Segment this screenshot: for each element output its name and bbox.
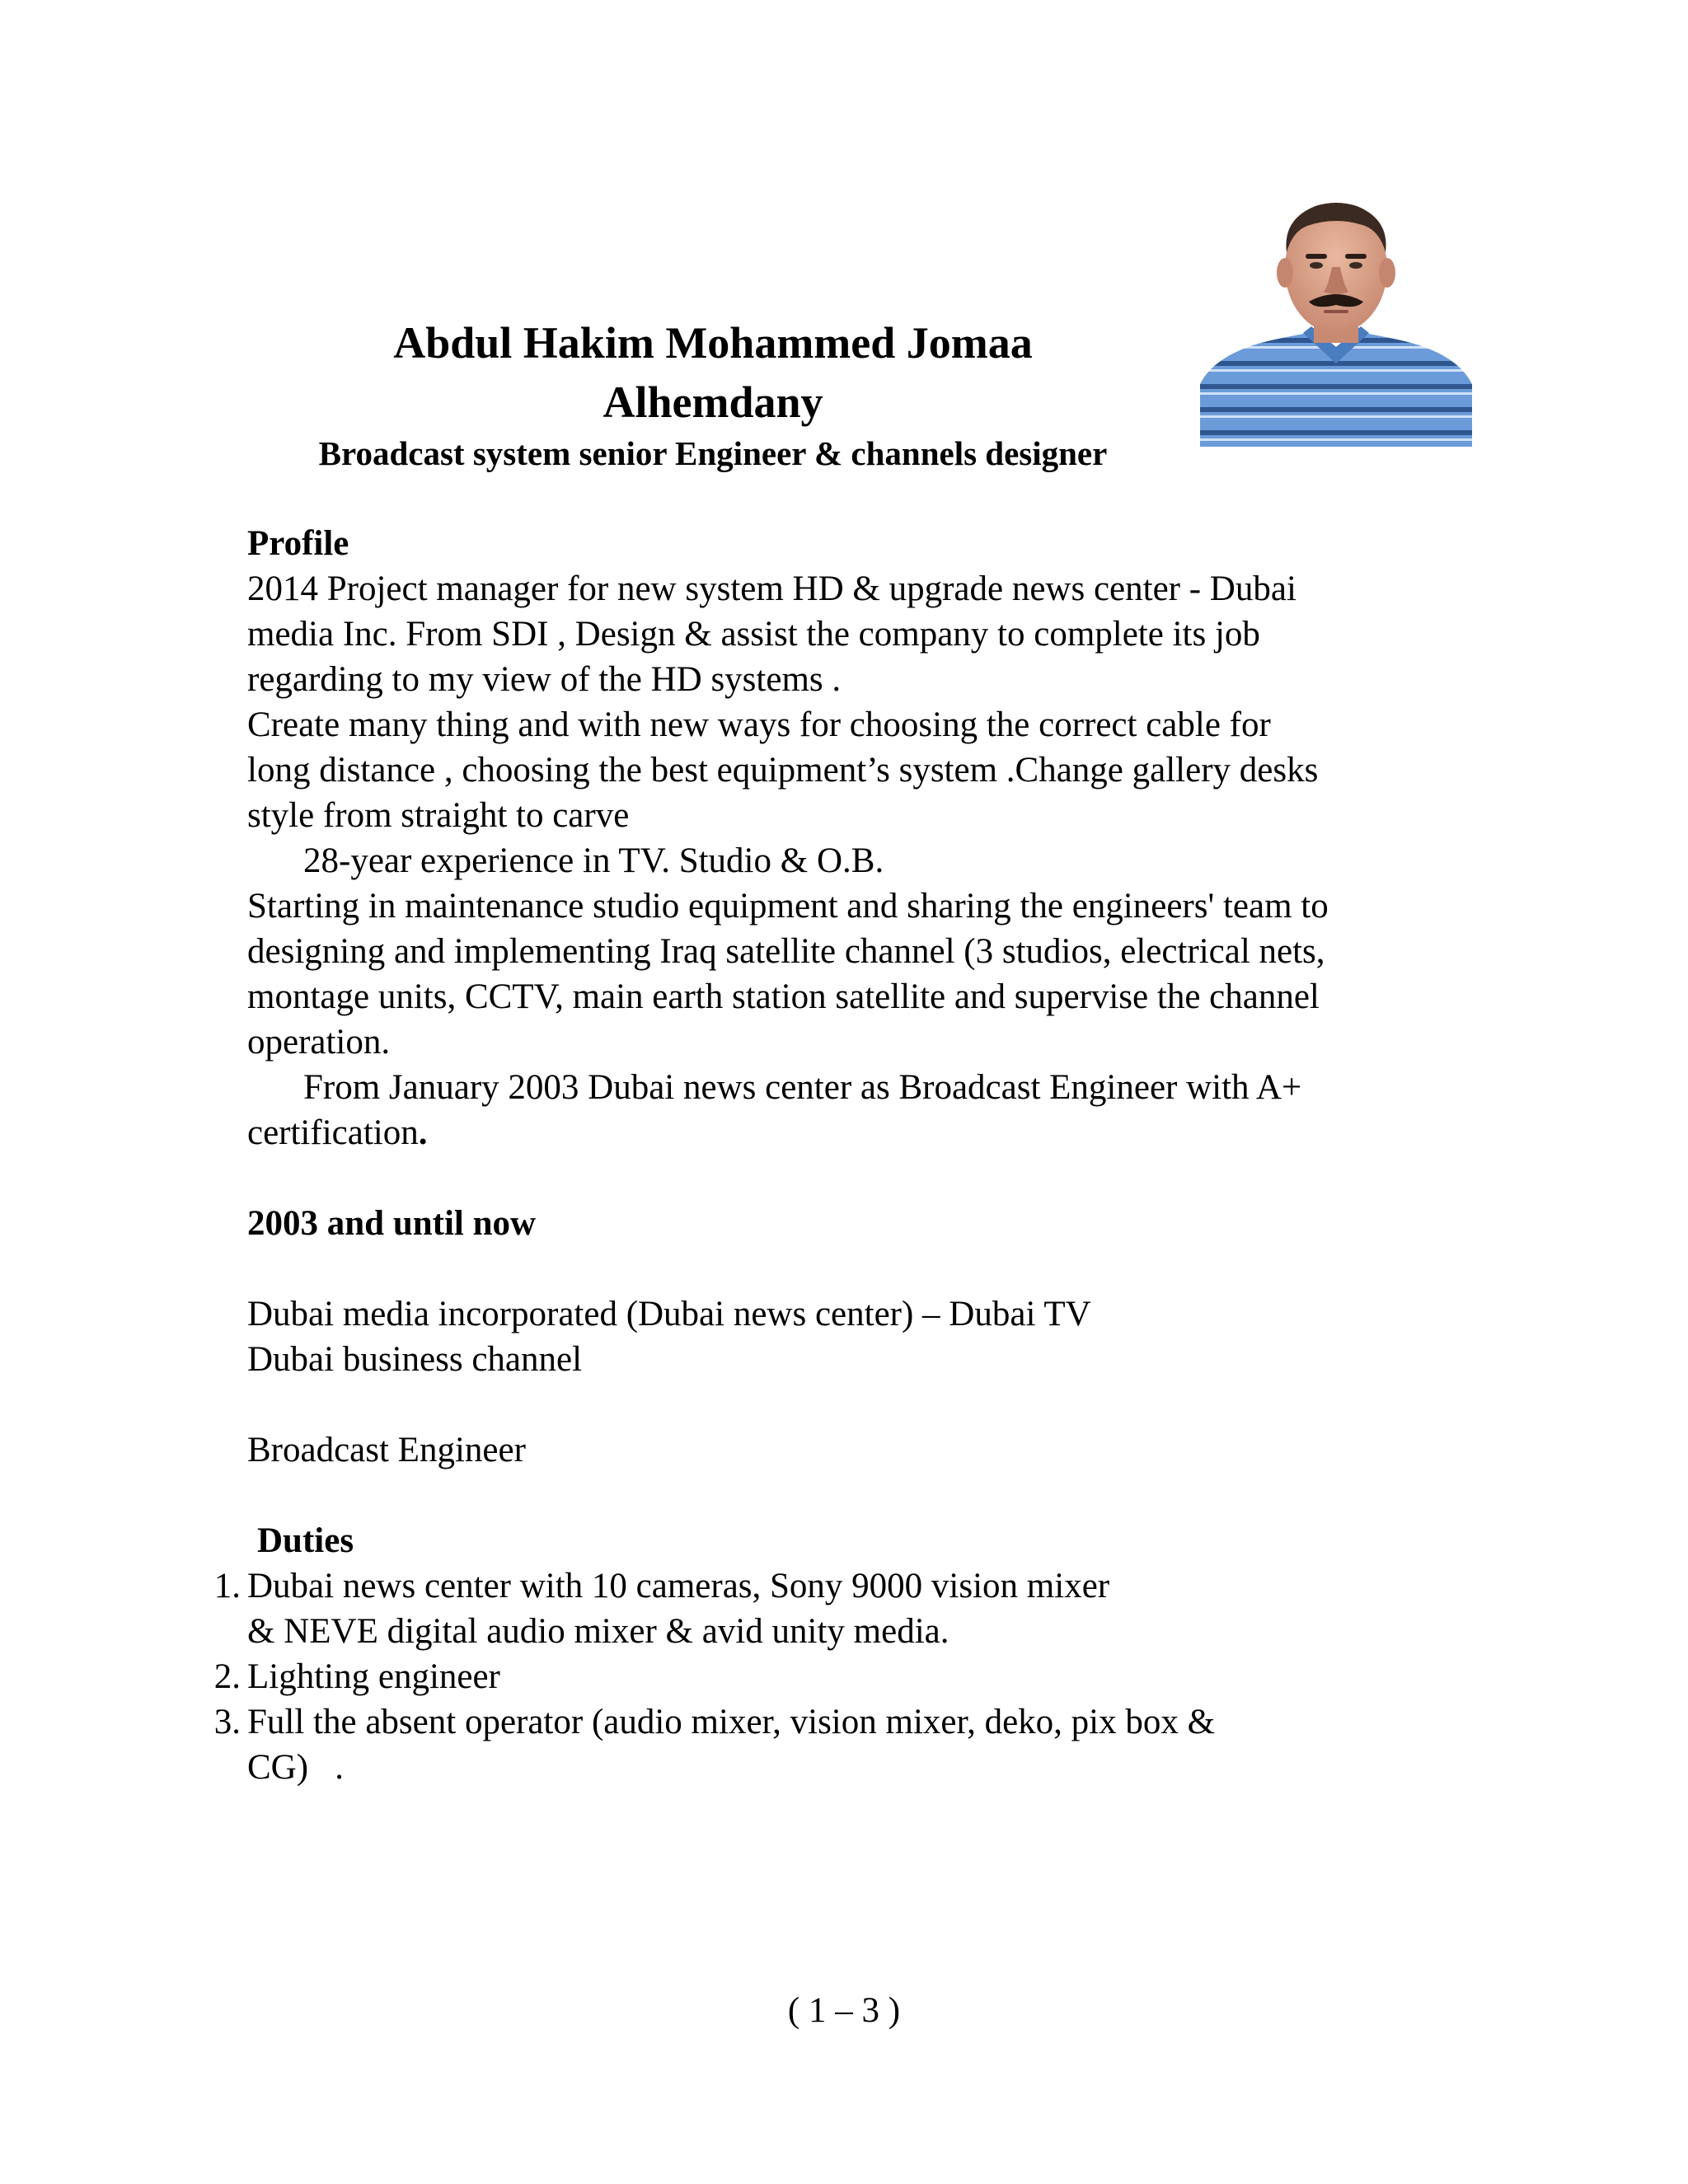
profile-line: style from straight to carve [247, 796, 630, 835]
profile-line: media Inc. From SDI , Design & assist the company to complete its job [247, 615, 1260, 654]
duty-number: 3. [213, 1703, 241, 1741]
duties-heading: Duties [257, 1521, 354, 1560]
duty-number: 1. [213, 1567, 241, 1605]
profile-line: From January 2003 Dubai news center as Broadcast Engineer with A+ [303, 1068, 1302, 1107]
profile-line: long distance , choosing the best equipment’s system .Change gallery desks [247, 751, 1319, 790]
profile-line: Starting in maintenance studio equipment and sharing the engineers' team to [247, 887, 1329, 926]
position-title: Broadcast Engineer [247, 1431, 526, 1469]
employer-line-1: Dubai media incorporated (Dubai news center) – Dubai TV [247, 1295, 1091, 1333]
profile-line: montage units, CCTV, main earth station satellite and supervise the channel [247, 977, 1320, 1016]
profile-line: operation. [247, 1023, 391, 1062]
profile-line-text: certification [247, 1113, 419, 1152]
resume-subtitle: Broadcast system senior Engineer & channels designer [318, 434, 1108, 472]
profile-line: 2014 Project manager for new system HD & upgrade news center - Dubai [247, 569, 1296, 608]
profile-heading: Profile [247, 524, 349, 563]
portrait-photo [1200, 194, 1472, 447]
profile-final-period: . [418, 1113, 428, 1152]
profile-line: regarding to my view of the HD systems . [247, 660, 842, 699]
profile-line-final [247, 1110, 427, 1156]
resume-name-line-1: Abdul Hakim Mohammed Jomaa [393, 318, 1033, 368]
profile-line: 28-year experience in TV. Studio & O.B. [303, 841, 884, 880]
duty-item-line: Full the absent operator (audio mixer, vision mixer, deko, pix box & [247, 1703, 1216, 1741]
portrait-photo-icon [1200, 194, 1472, 447]
duty-item-line: CG) . [247, 1748, 345, 1787]
duty-item-line: Dubai news center with 10 cameras, Sony 9000 vision mixer [247, 1567, 1110, 1605]
experience-period-heading: 2003 and until now [247, 1204, 537, 1243]
profile-line: Create many thing and with new ways for choosing the correct cable for [247, 705, 1271, 744]
duty-item-line: & NEVE digital audio mixer & avid unity media. [247, 1612, 950, 1651]
employer-line-2: Dubai business channel [247, 1340, 583, 1379]
resume-name-line-2: Alhemdany [603, 377, 823, 427]
page-number: ( 1 – 3 ) [787, 1991, 901, 2030]
duty-number: 2. [213, 1657, 241, 1696]
profile-line: designing and implementing Iraq satellite channel (3 studios, electrical nets, [247, 932, 1325, 971]
duty-item-line: Lighting engineer [247, 1657, 500, 1696]
